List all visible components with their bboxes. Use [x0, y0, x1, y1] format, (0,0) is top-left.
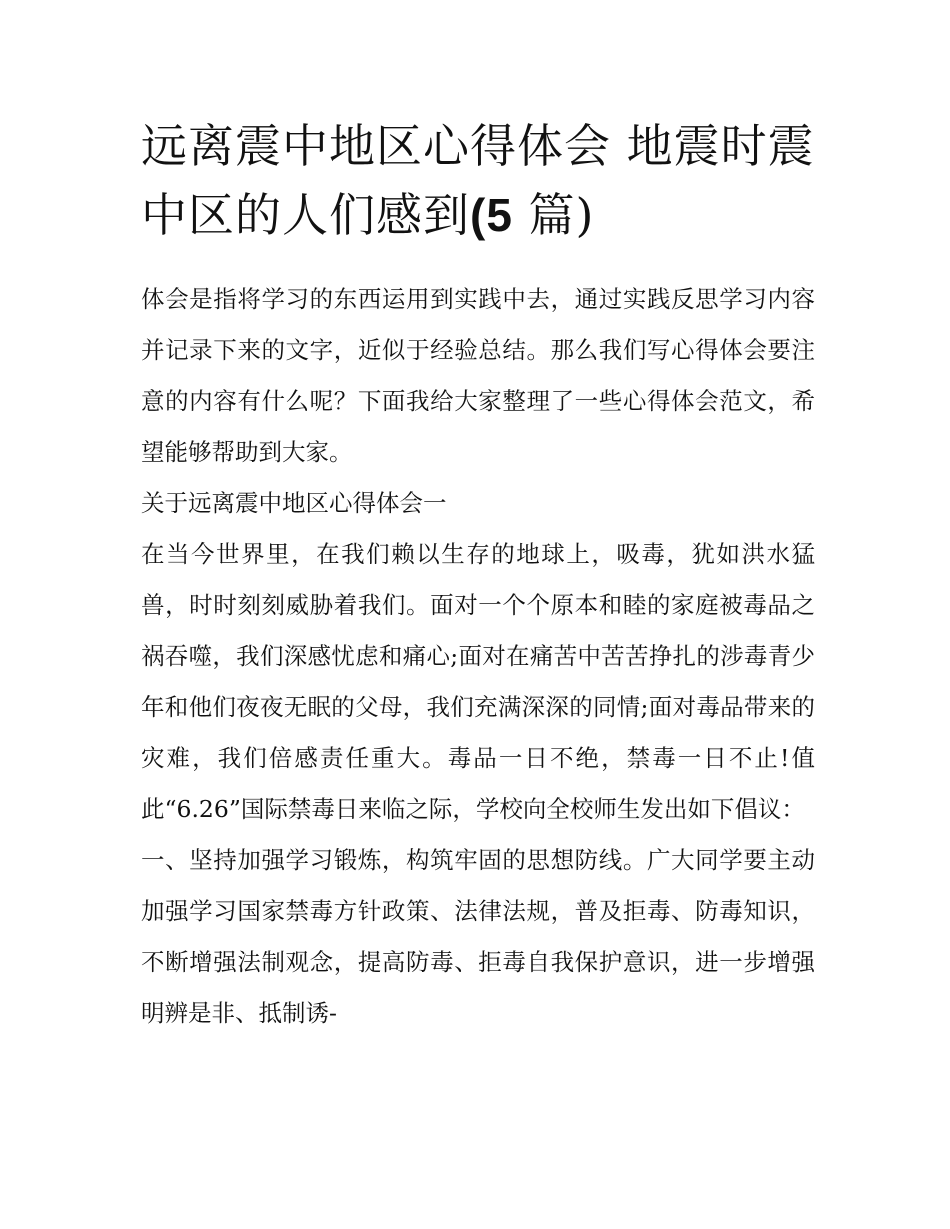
intro-paragraph: 体会是指将学习的东西运用到实践中去，通过实践反思学习内容并记录下来的文字，近似于经验总结。那么我们写心得体会要注意的内容有什么呢？下面我给大家整理了一些心得体会范文，希望能够帮助到大家。: [141, 285, 815, 466]
document-body: [141, 112, 815, 1039]
document-title: [141, 112, 815, 250]
title-suffix: 篇): [512, 188, 595, 242]
body-paragraph: 在当今世界里，在我们赖以生存的地球上，吸毒，犹如洪水猛兽，时时刻刻威胁着我们。面对一个个原本和睦的家庭被毒品之祸吞噬，我们深感忧虑和痛心;面对在痛苦中苦苦挣扎的涉毒青少年和他们夜夜无眠的父母，我们充满深深的同情;面对毒品带来的灾难，我们倍感责任重大。毒品一日不绝，禁毒一日不止!值此“6.26”国际禁毒日来临之际，学校向全校师生发出如下倡议：: [141, 540, 815, 823]
section-heading: 关于远离震中地区心得体会一: [141, 489, 447, 517]
body-paragraph: 一、坚持加强学习锻炼，构筑牢固的思想防线。广大同学要主动加强学习国家禁毒方针政策、法律法规，普及拒毒、防毒知识，不断增强法制观念，提高防毒、拒毒自我保护意识，进一步增强明辨是非、抵制诱-: [141, 846, 815, 1027]
title-text: 远离震中地区心得体会 地震时震中区的人们感到: [141, 119, 815, 242]
title-count: (5: [470, 189, 513, 241]
